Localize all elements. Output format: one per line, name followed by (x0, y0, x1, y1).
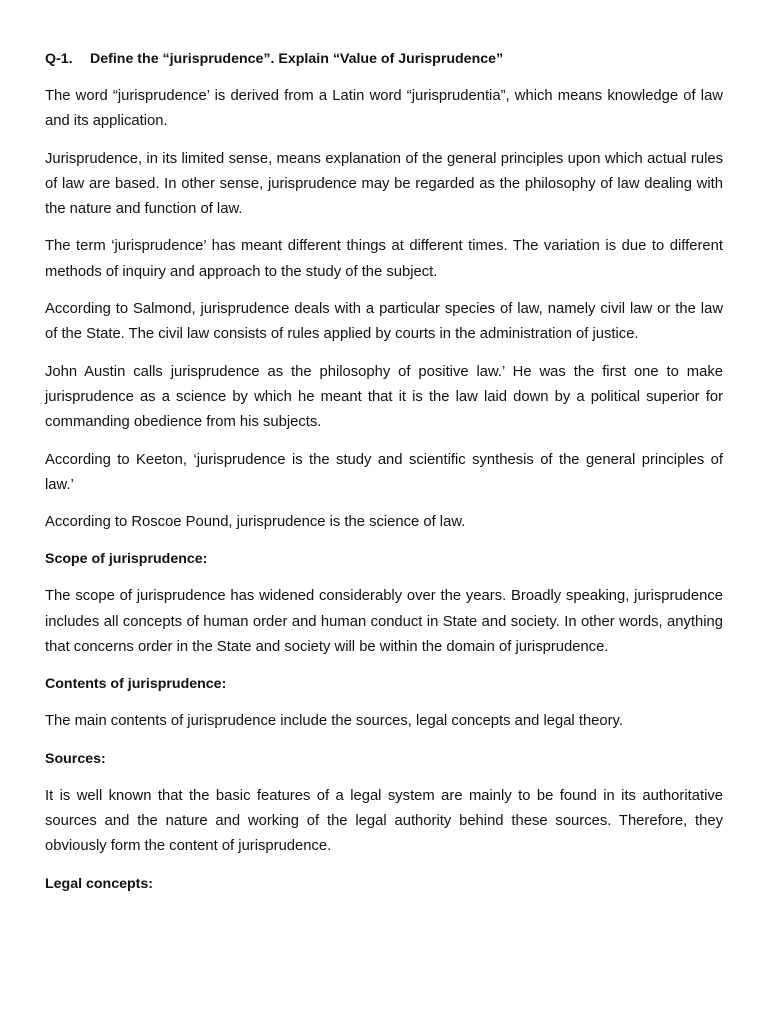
question-number: Q-1. (45, 51, 73, 67)
paragraph-austin: John Austin calls jurisprudence as the philosophy of positive law.’ He was the first one to make jurisprudence as a science by which he meant that it is the law laid down by a political superior for commanding obedience from his subjects. (45, 363, 723, 431)
paragraph-pound: According to Roscoe Pound, jurisprudence is the science of law. (45, 514, 466, 531)
sources-paragraph: It is well known that the basic features of a legal system are mainly to be found in its authoritative sources and the nature and working of the legal authority behind these sources. Therefore, they obviously form the content of jurisprudence. (45, 787, 723, 855)
document-body (45, 47, 723, 909)
question-title: Define the “jurisprudence”. Explain “Value of Jurisprudence” (90, 51, 504, 67)
question-heading (45, 47, 723, 72)
paragraph-etymology: The word “jurisprudence’ is derived from a Latin word “jurisprudentia”, which means knowledge of law and its application. (45, 88, 723, 130)
scope-paragraph: The scope of jurisprudence has widened considerably over the years. Broadly speaking, jurisprudence includes all concepts of human order and human conduct in State and society. In other words, anything that concerns order in the State and society will be within the domain of jurisprudence. (45, 588, 723, 656)
contents-heading: Contents of jurisprudence: (45, 676, 227, 693)
paragraph-keeton: According to Keeton, ‘jurisprudence is the study and scientific synthesis of the general principles of law.’ (45, 451, 723, 493)
paragraph-variation: The term ‘jurisprudence’ has meant different things at different times. The variation is due to different methods of inquiry and approach to the study of the subject. (45, 238, 723, 280)
contents-paragraph: The main contents of jurisprudence include the sources, legal concepts and legal theory. (45, 713, 623, 730)
scope-heading: Scope of jurisprudence: (45, 551, 208, 568)
legal-concepts-heading: Legal concepts: (45, 875, 154, 892)
sources-heading: Sources: (45, 750, 106, 767)
paragraph-salmond: According to Salmond, jurisprudence deals with a particular species of law, namely civil law or the law of the State. The civil law consists of rules applied by courts in the administration of justice. (45, 301, 723, 343)
paragraph-limited-sense: Jurisprudence, in its limited sense, means explanation of the general principles upon which actual rules of law are based. In other sense, jurisprudence may be regarded as the philosophy of law dealing with the nature and function of law. (45, 150, 723, 218)
